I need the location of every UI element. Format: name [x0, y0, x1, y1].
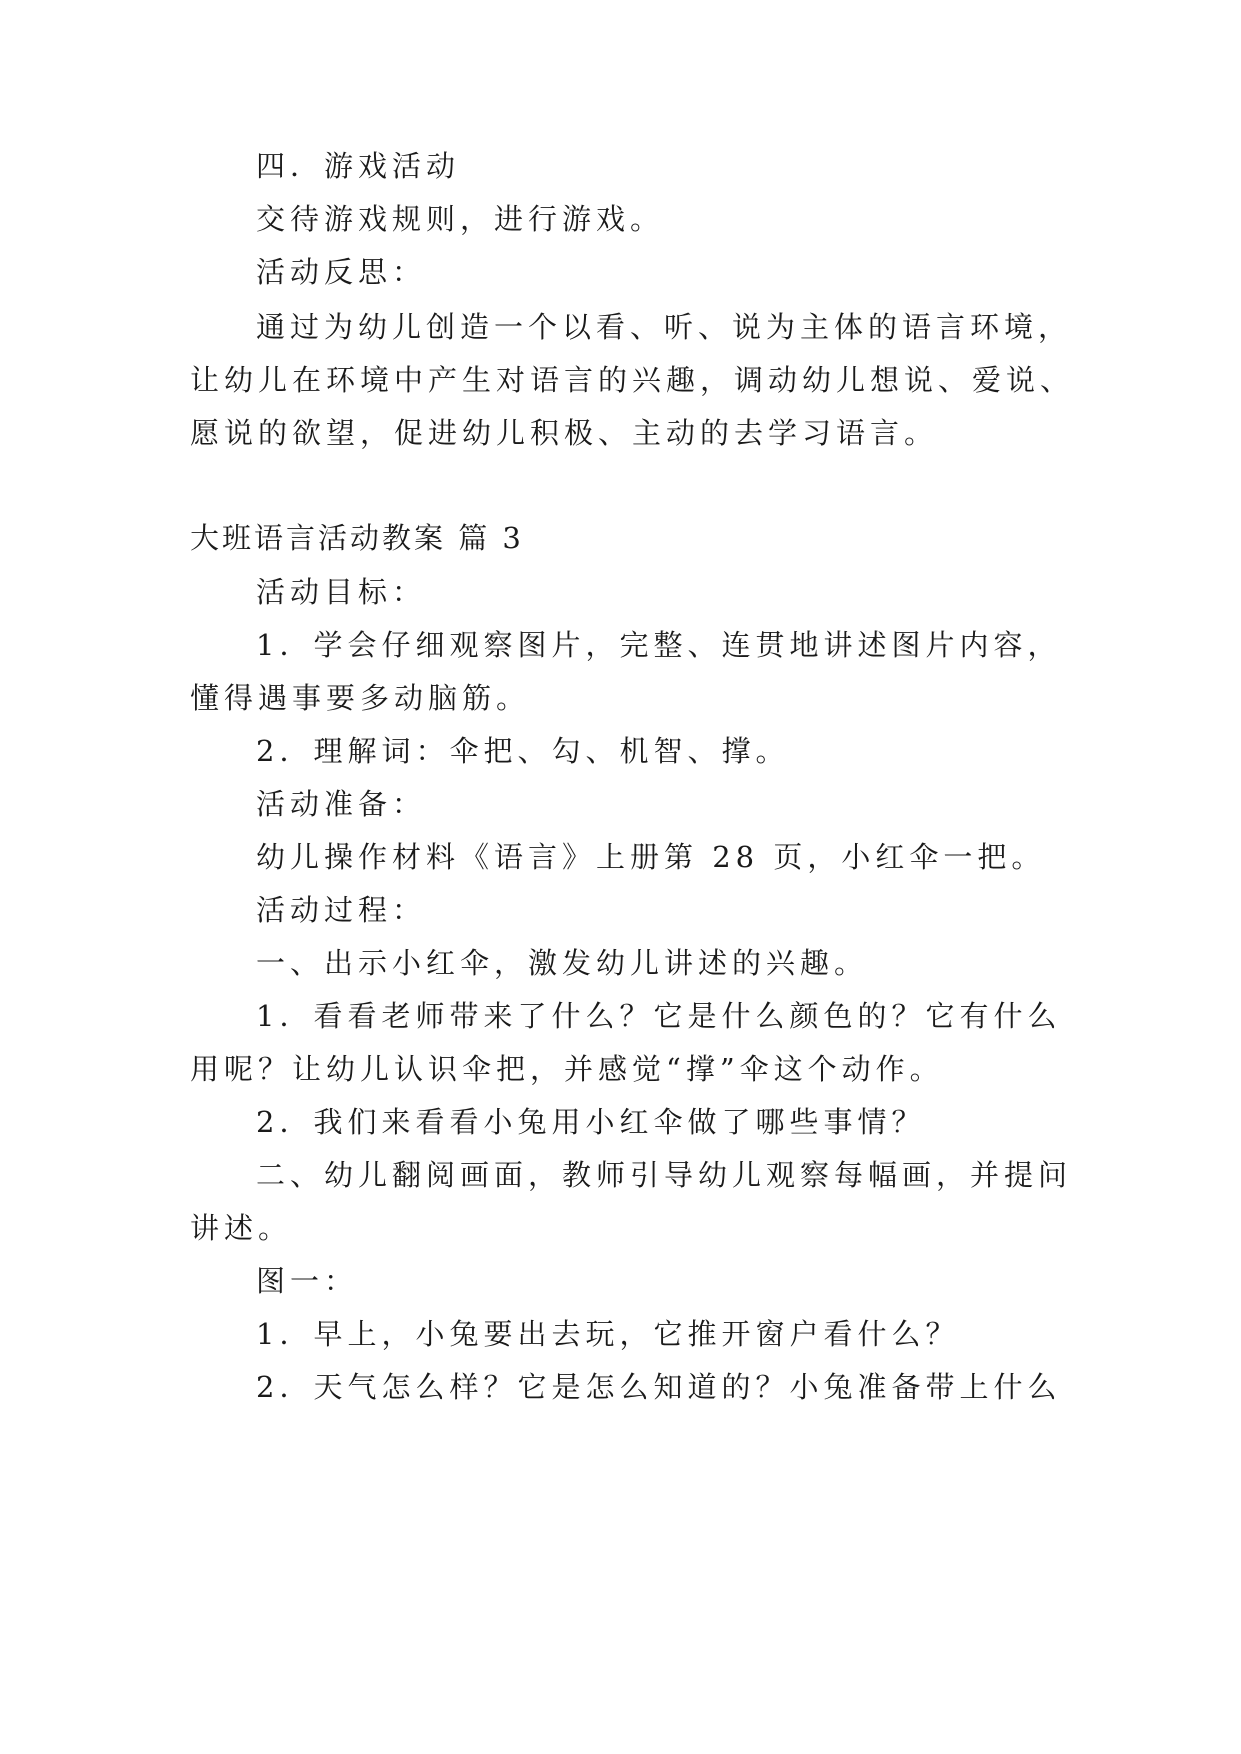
goal1-line-2: 懂得遇事要多动脑筋。 [190, 681, 531, 715]
reflection-line-2: 让幼儿在环境中产生对语言的兴趣，调动幼儿想说、爱说、 [190, 363, 1075, 397]
step4-heading: 四．游戏活动 [256, 149, 461, 183]
step2-line-1: 二、幼儿翻阅画面，教师引导幼儿观察每幅画，并提问 [256, 1158, 1073, 1192]
goals-heading: 活动目标： [256, 575, 427, 609]
q2: 2．我们来看看小兔用小红伞做了哪些事情？ [256, 1105, 926, 1139]
pic1-q2: 2．天气怎么样？它是怎么知道的？小兔准备带上什么 [256, 1370, 1062, 1404]
step4-text: 交待游戏规则，进行游戏。 [256, 202, 665, 236]
process-heading: 活动过程： [256, 893, 427, 927]
prep-text: 幼儿操作材料《语言》上册第 28 页，小红伞一把。 [256, 840, 1046, 874]
prep-heading: 活动准备： [256, 787, 427, 821]
section-title: 大班语言活动教案 篇 3 [190, 521, 524, 555]
q1-line-2: 用呢？让幼儿认识伞把，并感觉“撑”伞这个动作。 [190, 1052, 944, 1086]
reflection-heading: 活动反思： [256, 255, 427, 289]
reflection-line-3: 愿说的欲望，促进幼儿积极、主动的去学习语言。 [190, 416, 939, 450]
step2-line-2: 讲述。 [190, 1211, 293, 1245]
pic1-heading: 图一： [256, 1264, 359, 1298]
step1: 一、出示小红伞，激发幼儿讲述的兴趣。 [256, 946, 869, 980]
reflection-line-1: 通过为幼儿创造一个以看、听、说为主体的语言环境， [256, 310, 1073, 344]
goal2: 2．理解词：伞把、勾、机智、撑。 [256, 734, 790, 768]
q1-line-1: 1．看看老师带来了什么？它是什么颜色的？它有什么 [256, 999, 1062, 1033]
pic1-q1: 1．早上，小兔要出去玩，它推开窗户看什么？ [256, 1317, 960, 1351]
goal1-line-1: 1．学会仔细观察图片，完整、连贯地讲述图片内容， [256, 628, 1062, 662]
